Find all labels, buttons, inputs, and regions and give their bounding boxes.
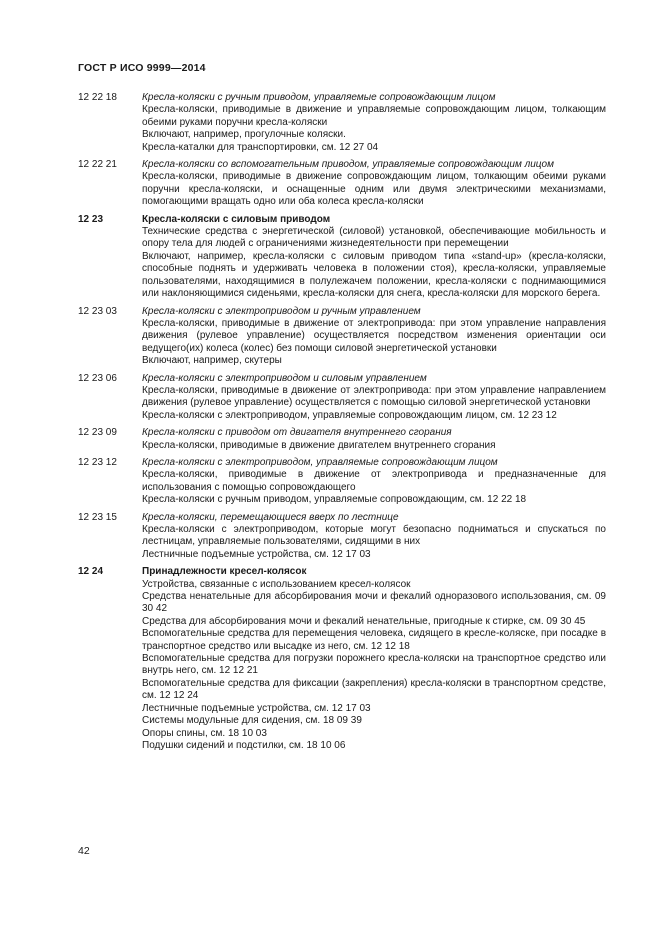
classification-list [78,92,606,757]
entry-text: Кресла-коляски, приводимые в движение от электропривода: при этом управление направлением движения (рулевое управление) осуществляется с помощью силовой энергетической установки [142,384,606,409]
entry-code: 12 23 [78,213,104,225]
entry-text: Технические средства с энергетической (силовой) установкой, обеспечивающие мобильность и опору тела для людей с ограничениями жизнедеятельности при перемещении [142,226,606,250]
entry-title: Кресла-коляски с приводом от двигателя внутреннего сгорания [142,427,452,439]
entry-12-23-03 [78,306,606,368]
entry-reference: Лестничные подъемные устройства, см. 12 17 03 [142,702,371,714]
entry-code: 12 22 21 [78,159,117,171]
entry-text: Включают, например, кресла-коляски с силовым приводом типа «stand-up» (кресла-коляски, способные поднять и удерживать человека в положении стоя), кресла-коляски, управляемые пользователями, находящимися в полулежачем положении, кресла-коляски с поднимающимися или наклоняющимися сиденьями, кресла-коляски для снега, кресла-коляски для морского берега. [142,250,606,300]
entry-body [142,566,606,752]
entry-body [142,92,606,154]
entry-reference: Кресла-каталки для транспортировки, см. 12 27 04 [142,141,379,153]
entry-title: Кресла-коляски с электроприводом и ручным управлением [142,305,421,317]
entry-code: 12 23 06 [78,372,117,384]
entry-body [142,512,606,562]
entry-reference: Вспомогательные средства для перемещения человека, сидящего в кресле-коляске, при посадке в транспортное средство или высадке из него, см. 12 12 18 [142,628,606,652]
entry-text: Кресла-коляски, приводимые в движение от электропривода: при этом управление направления движения (рулевое управление) осуществляется посредством изменения ориентации оси ведущего(их) колеса (колес) без помощи силовой энергетической установки [142,317,606,354]
entry-reference: Средства для абсорбирования мочи и фекалий ненательные, пригодные к стирке, см. 09 30 45 [142,615,586,627]
entry-reference: Подушки сидений и подстилки, см. 18 10 06 [142,739,346,751]
page-number: 42 [78,845,90,857]
entry-reference: Вспомогательные средства для фиксации (закрепления) кресла-коляски в транспортном средстве, см. 12 12 24 [142,677,606,702]
entry-12-23 [78,214,606,301]
entry-body [142,457,606,507]
entry-title: Кресла-коляски с электроприводом и силовым управлением [142,372,427,384]
entry-title: Кресла-коляски с ручным приводом, управляемые сопровождающим лицом [142,92,496,103]
entry-body [142,214,606,301]
entry-text: Включают, например, скутеры [142,355,282,367]
entry-text: Устройства, связанные с использованием кресел-колясок [142,578,411,590]
entry-12-22-18 [78,92,606,154]
entry-code: 12 22 18 [78,92,117,103]
entry-title: Кресла-коляски, перемещающиеся вверх по лестнице [142,511,399,523]
entry-text: Кресла-коляски, приводимые в движение двигателем внутреннего сгорания [142,439,496,451]
entry-text: Кресла-коляски, приводимые в движение и управляемые сопровождающим лицом, толкающим обеими руками поручни кресла-коляски [142,104,606,128]
entry-text: Кресла-коляски, приводимые в движение от электропривода и предназначенные для использования с помощью сопровождающего [142,469,606,493]
entry-title: Кресла-коляски со вспомогательным приводом, управляемые сопровождающим лицом [142,159,554,171]
entry-body [142,373,606,423]
entry-text: Кресла-коляски с электроприводом, которые могут безопасно подниматься и спускаться по лестницам, управляемые пользователями, сидящими в них [142,524,606,548]
entry-12-23-09 [78,427,606,452]
entry-title: Кресла-коляски с силовым приводом [142,213,331,225]
entry-body [142,306,606,368]
entry-title: Кресла-коляски с электроприводом, управляемые сопровождающим лицом [142,456,498,468]
entry-reference: Кресла-коляски с ручным приводом, управляемые сопровождающим, см. 12 22 18 [142,494,527,506]
entry-reference: Лестничные подъемные устройства, см. 12 17 03 [142,548,371,560]
entry-reference: Опоры спины, см. 18 10 03 [142,727,267,739]
entry-12-23-06 [78,373,606,423]
entry-reference: Системы модульные для сидения, см. 18 09 39 [142,715,362,727]
entry-text: Включают, например, прогулочные коляски. [142,129,346,141]
entry-title: Принадлежности кресел-колясок [142,566,307,578]
entry-code: 12 23 12 [78,456,117,468]
entry-reference: Кресла-коляски с электроприводом, управляемые сопровождающим лицом, см. 12 23 12 [142,409,557,421]
entry-code: 12 24 [78,566,104,578]
entry-code: 12 23 03 [78,305,117,317]
entry-12-23-15 [78,512,606,562]
entry-reference: Вспомогательные средства для погрузки порожнего кресла-коляски на транспортное средство или внутрь него, см. 12 12 21 [142,653,606,677]
entry-code: 12 23 15 [78,511,117,523]
entry-body [142,159,606,209]
entry-text: Кресла-коляски, приводимые в движение сопровождающим лицом, толкающим обеими руками поручни кресла-коляски, и оснащенные одним или двумя электрическими механизмами, помогающими вращать одно или оба колеса кресла-коляски [142,171,606,208]
entry-code: 12 23 09 [78,427,117,439]
entry-reference: Средства ненательные для абсорбирования мочи и фекалий одноразового использования, см. 09 30 42 [142,591,606,615]
document-header: ГОСТ Р ИСО 9999—2014 [78,62,206,74]
entry-12-24 [78,566,606,752]
entry-body [142,427,606,452]
entry-12-22-21 [78,159,606,209]
entry-12-23-12 [78,457,606,507]
